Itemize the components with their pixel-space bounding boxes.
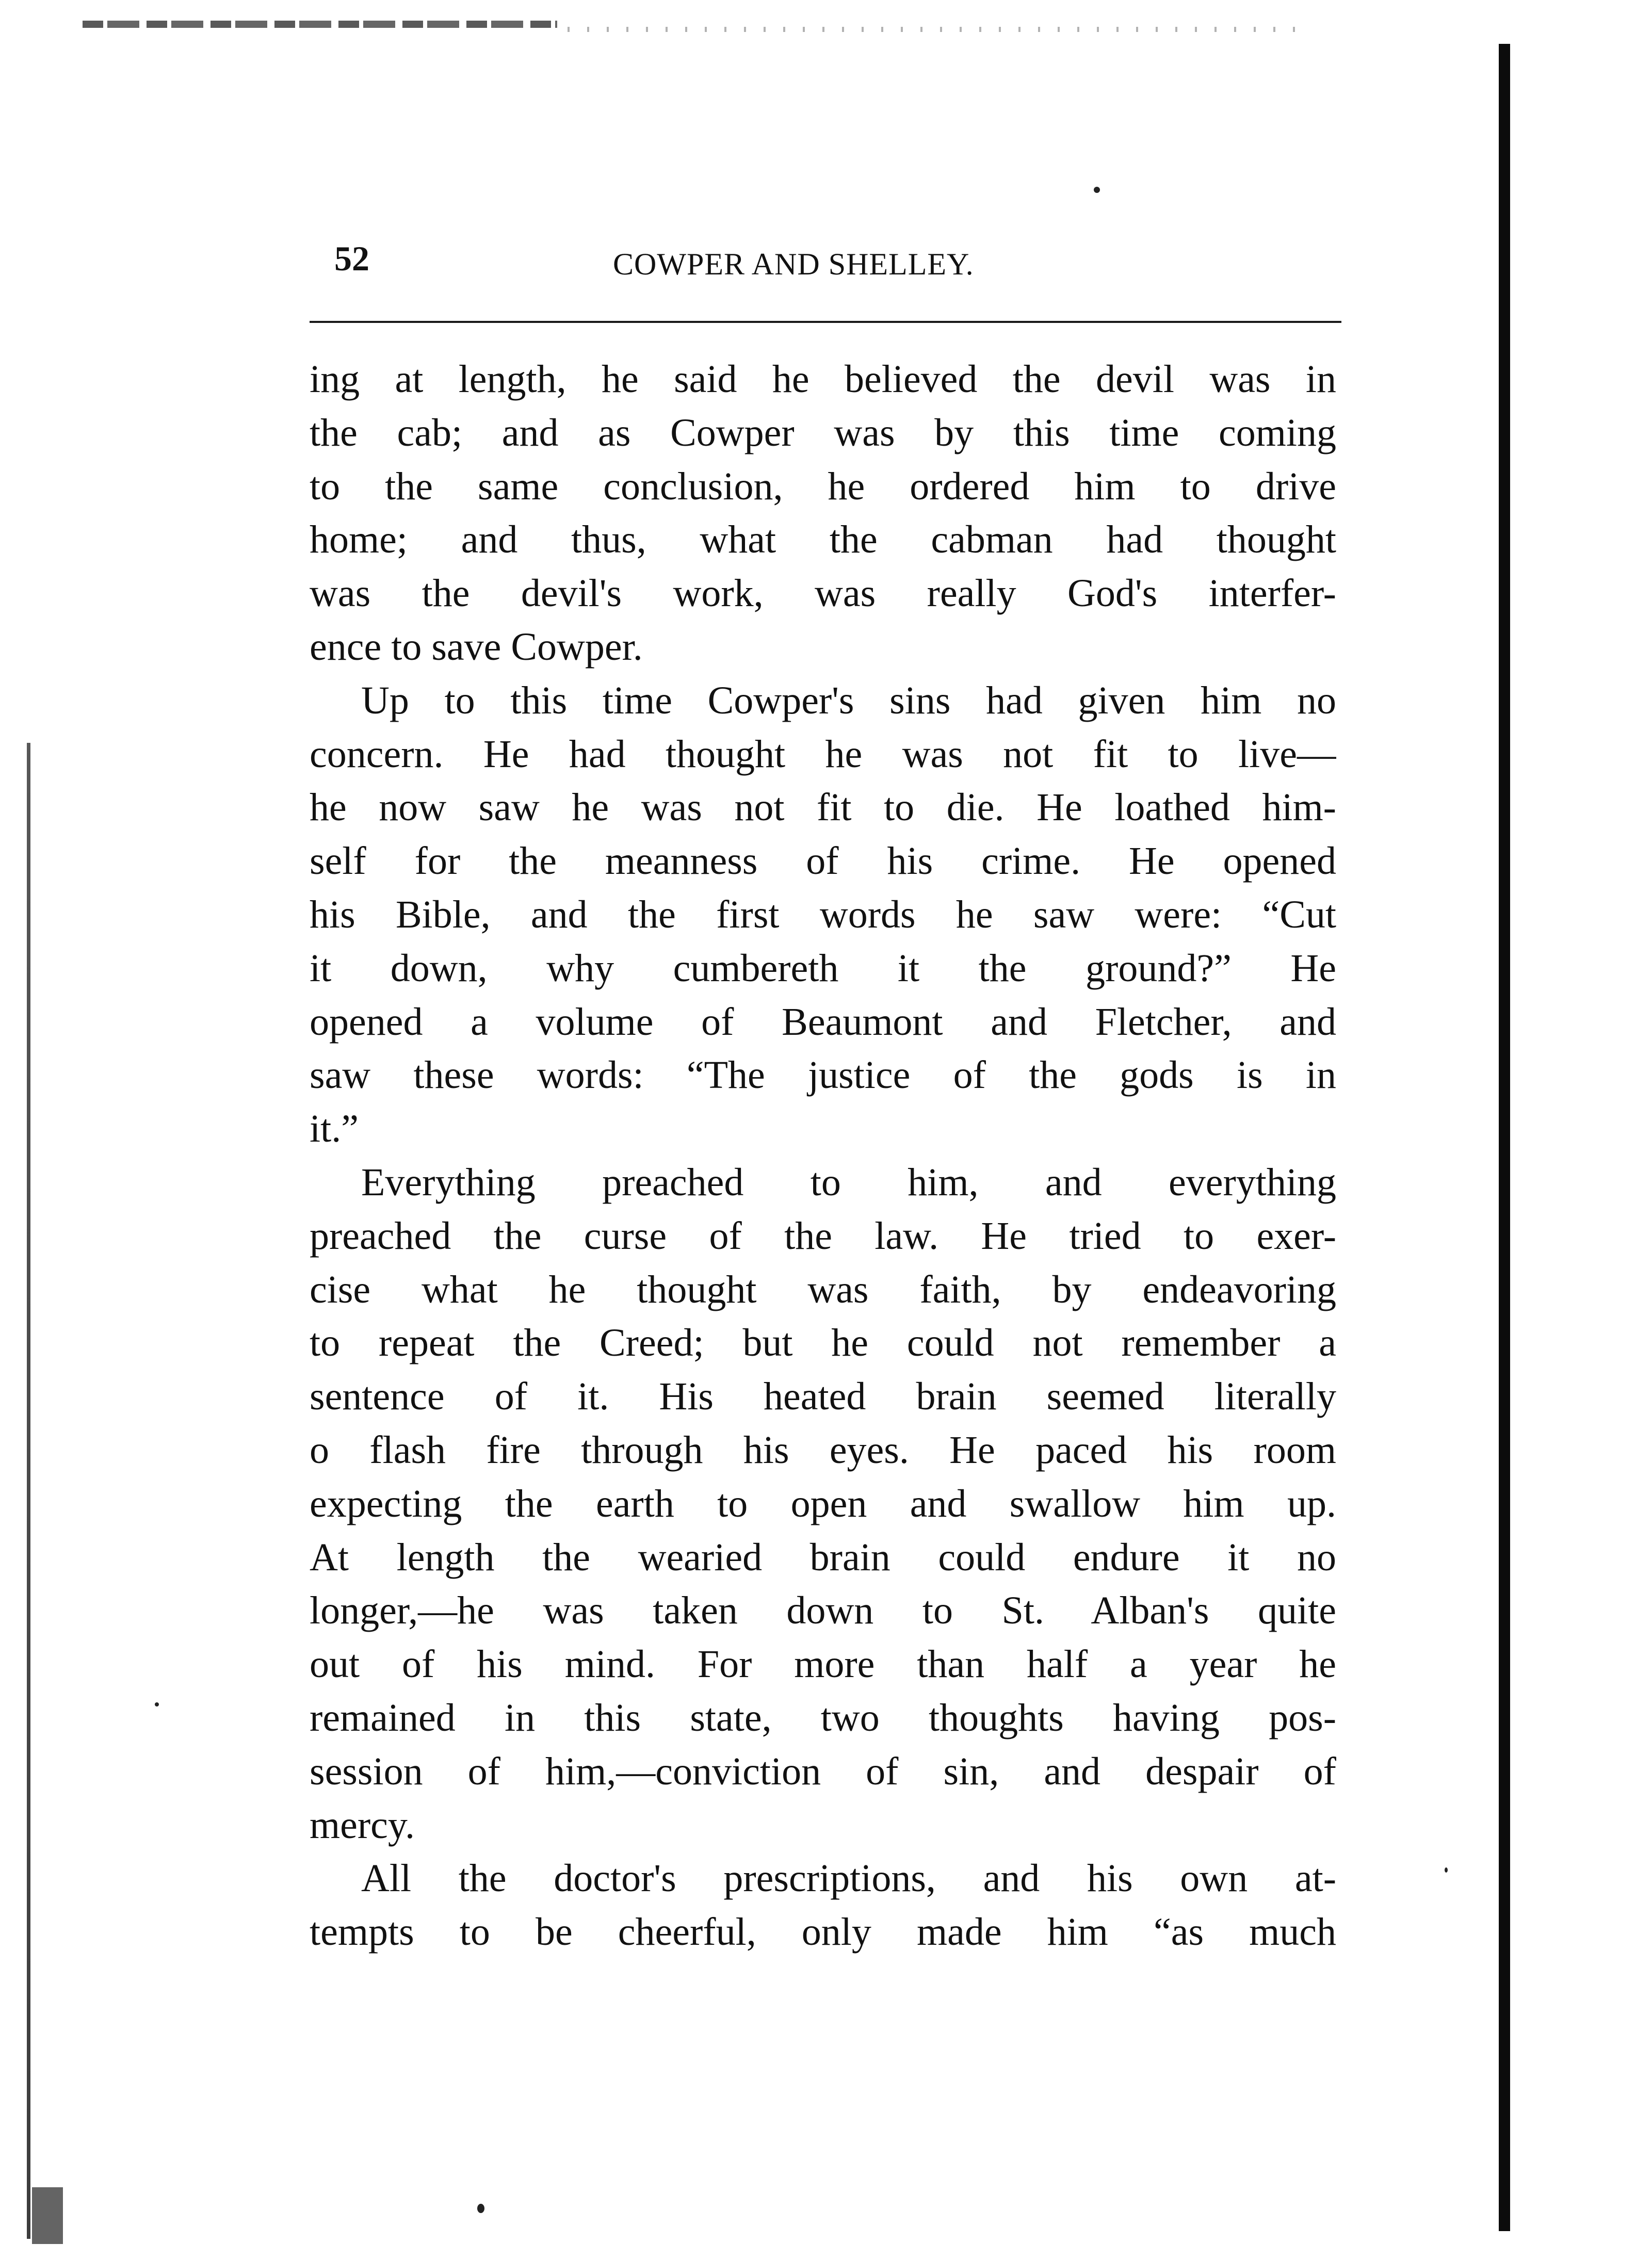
- text-line: preached the curse of the law. He tried to exer-: [310, 1214, 1336, 1258]
- text-line: cise what he thought was faith, by endeavoring: [310, 1267, 1336, 1311]
- page-number: 52: [334, 239, 369, 278]
- text-line: the cab; and as Cowper was by this time coming: [310, 411, 1336, 454]
- text-line: to the same conclusion, he ordered him to drive: [310, 464, 1336, 508]
- scan-top-dots: [568, 27, 1300, 32]
- scan-speck: [1094, 187, 1100, 193]
- text-line: Everything preached to him, and everything: [361, 1160, 1336, 1204]
- text-line: tempts to be cheerful, only made him “as much: [310, 1910, 1336, 1954]
- text-line: o flash fire through his eyes. He paced his room: [310, 1428, 1336, 1472]
- text-line: out of his mind. For more than half a year he: [310, 1643, 1336, 1686]
- text-line: sentence of it. His heated brain seemed literally: [310, 1375, 1336, 1419]
- scan-corner-blot: [32, 2187, 63, 2244]
- scan-top-smudge: [83, 21, 557, 28]
- scan-right-edge: [1499, 44, 1510, 2231]
- header-rule: [310, 321, 1341, 323]
- text-line: ence to save Cowper.: [310, 625, 643, 669]
- text-line: it.”: [310, 1107, 359, 1151]
- text-line: session of him,—conviction of sin, and despair of: [310, 1749, 1336, 1793]
- scan-speck: [155, 1702, 159, 1706]
- scan-left-edge: [27, 743, 30, 2239]
- text-line: it down, why cumbereth it the ground?” He: [310, 946, 1336, 990]
- text-line: Up to this time Cowper's sins had given him no: [361, 678, 1336, 722]
- text-line: ing at length, he said he believed the devil was in: [310, 357, 1336, 401]
- text-line: was the devil's work, was really God's interfer-: [310, 572, 1336, 615]
- text-line: remained in this state, two thoughts having pos-: [310, 1696, 1336, 1739]
- text-line: saw these words: “The justice of the gods is in: [310, 1053, 1336, 1097]
- text-line: to repeat the Creed; but he could not remember a: [310, 1321, 1336, 1365]
- text-line: At length the wearied brain could endure it no: [310, 1535, 1336, 1579]
- text-line: longer,—he was taken down to St. Alban's quite: [310, 1589, 1336, 1633]
- scan-speck: [477, 2204, 484, 2213]
- text-line: home; and thus, what the cabman had thought: [310, 518, 1336, 562]
- text-line: self for the meanness of his crime. He opened: [310, 839, 1336, 883]
- text-line: he now saw he was not fit to die. He loathed him-: [310, 786, 1336, 830]
- scan-speck: [1445, 1867, 1448, 1873]
- text-line: All the doctor's prescriptions, and his own at-: [361, 1857, 1336, 1900]
- text-line: mercy.: [310, 1803, 415, 1847]
- text-line: his Bible, and the first words he saw were: “Cut: [310, 892, 1336, 936]
- body-text: [310, 353, 1336, 1959]
- text-line: concern. He had thought he was not fit to live—: [310, 732, 1336, 776]
- text-line: expecting the earth to open and swallow him up.: [310, 1482, 1336, 1525]
- text-line: opened a volume of Beaumont and Fletcher, and: [310, 1000, 1336, 1044]
- running-head-title: COWPER AND SHELLEY.: [613, 247, 974, 281]
